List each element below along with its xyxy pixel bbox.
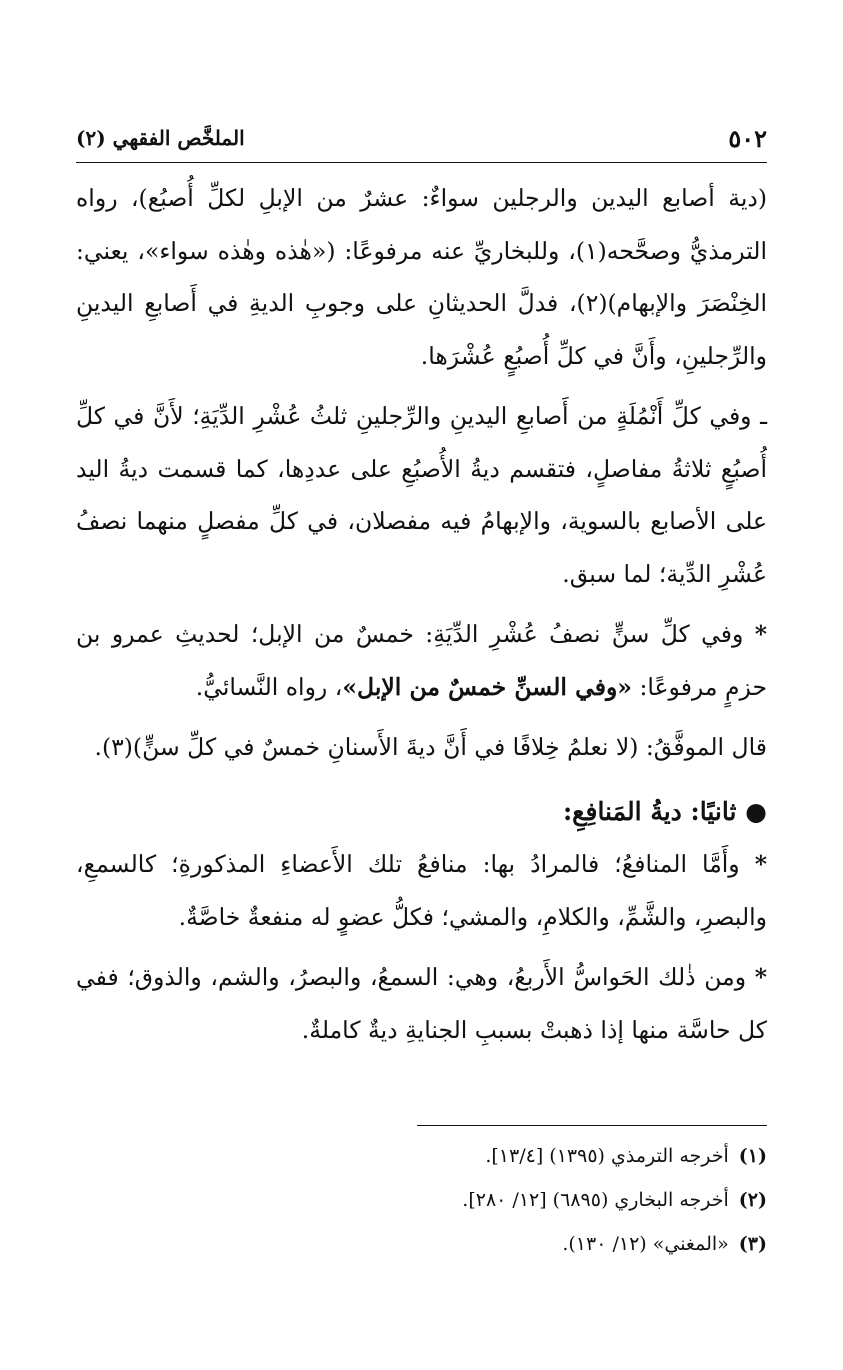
footnote-number: (٢): [738, 1189, 767, 1211]
benefits-text: وأَمَّا المنافعُ؛ فالمرادُ بها: منافعُ تلك الأَعضاءِ المذكورةِ؛ كالسمعِ، والبصرِ، والشَّمِّ، والكلامِ، والمشي؛ فكلُّ عضوٍ له منفعةٌ خاصَّةٌ.: [76, 850, 767, 931]
asterisk-bullet: *: [754, 963, 767, 991]
paragraph-benefits: [76, 838, 767, 943]
header-divider: [76, 162, 767, 163]
paragraph-senses: [76, 951, 767, 1056]
page-number: ٥٠٢: [728, 124, 767, 153]
footnote-item: [76, 1134, 767, 1178]
asterisk-bullet: *: [754, 620, 767, 648]
footnote-text: «المغني» (١٢/ ١٣٠).: [562, 1233, 729, 1255]
book-title: الملخَّص الفقهي (٢): [76, 126, 245, 150]
footnote-item: [76, 1178, 767, 1222]
asterisk-bullet: *: [754, 850, 767, 878]
footnote-number: (١): [738, 1145, 767, 1167]
teeth-text: وفي كلِّ سنٍّ نصفُ عُشْرِ الدِّيَةِ: خمسٌ من الإبل؛ لحديثِ عمرو بن حزمٍ مرفوعًا:: [76, 620, 767, 701]
paragraph-fingertips: ـ وفي كلِّ أَنْمُلَةٍ من أَصابعِ اليدينِ والرِّجلينِ ثلثُ عُشْرِ الدِّيَةِ؛ لأَنَّ في كلِّ أُصبُعٍ ثلاثةُ مفاصلٍ، فتقسم ديةُ الأُصبُعِ على عددِها، كما قسمت ديةُ اليد على الأصابع بالسوية، والإبهامُ فيه مفصلان، في كلِّ مفصلٍ منهما نصفُ عُشْرِ الدِّية؛ لما سبق.: [76, 402, 767, 588]
footnotes: [76, 1134, 767, 1266]
footnote-divider: [417, 1125, 767, 1126]
teeth-narration: ، رواه النَّسائيُّ.: [195, 672, 343, 701]
senses-text: ومن ذٰلك الحَواسُّ الأَربعُ، وهي: السمعُ، والبصرُ، والشم، والذوق؛ ففي كل حاسَّة منها إذا ذهبتْ بسببِ الجنايةِ ديةٌ كاملةٌ.: [76, 963, 767, 1044]
page-header: [76, 124, 767, 160]
paragraph-teeth: [76, 608, 767, 713]
footnote-text: أخرجه البخاري (٦٨٩٥) [١٢/ ٢٨٠].: [462, 1189, 729, 1211]
heading-bullet: ●: [745, 796, 767, 826]
section-heading: [76, 786, 767, 839]
hadith-quote: «وفي السنِّ خمسٌ من الإبل»: [342, 672, 632, 701]
footnote-item: [76, 1222, 767, 1266]
footnote-number: (٣): [738, 1233, 767, 1255]
main-text: [76, 172, 767, 1056]
footnote-text: أخرجه الترمذي (١٣٩٥) [١٣/٤].: [485, 1145, 729, 1167]
heading-text: ثانيًا: ديةُ المَنافِعِ:: [562, 796, 737, 826]
paragraph-muwaffaq-quote: قال الموفَّقُ: (لا نعلمُ خِلافًا في أَنَّ ديةَ الأَسنانِ خمسٌ في كلِّ سنٍّ)(٣).: [94, 733, 767, 761]
paragraph-fingers-diya: (دية أصابع اليدين والرجلين سواءٌ: عشرٌ من الإبلِ لكلِّ أُصبُع)، رواه الترمذيُّ وصحَّحه(١)، وللبخاريِّ عنه مرفوعًا: («هٰذه وهٰذه سواء»، يعني: الخِنْصَرَ والإبهام)(٢)، فدلَّ الحديثانِ على وجوبِ الديةِ في أَصابعِ اليدينِ والرِّجلينِ، وأَنَّ في كلِّ أُصبُعٍ عُشْرَها.: [76, 184, 768, 370]
